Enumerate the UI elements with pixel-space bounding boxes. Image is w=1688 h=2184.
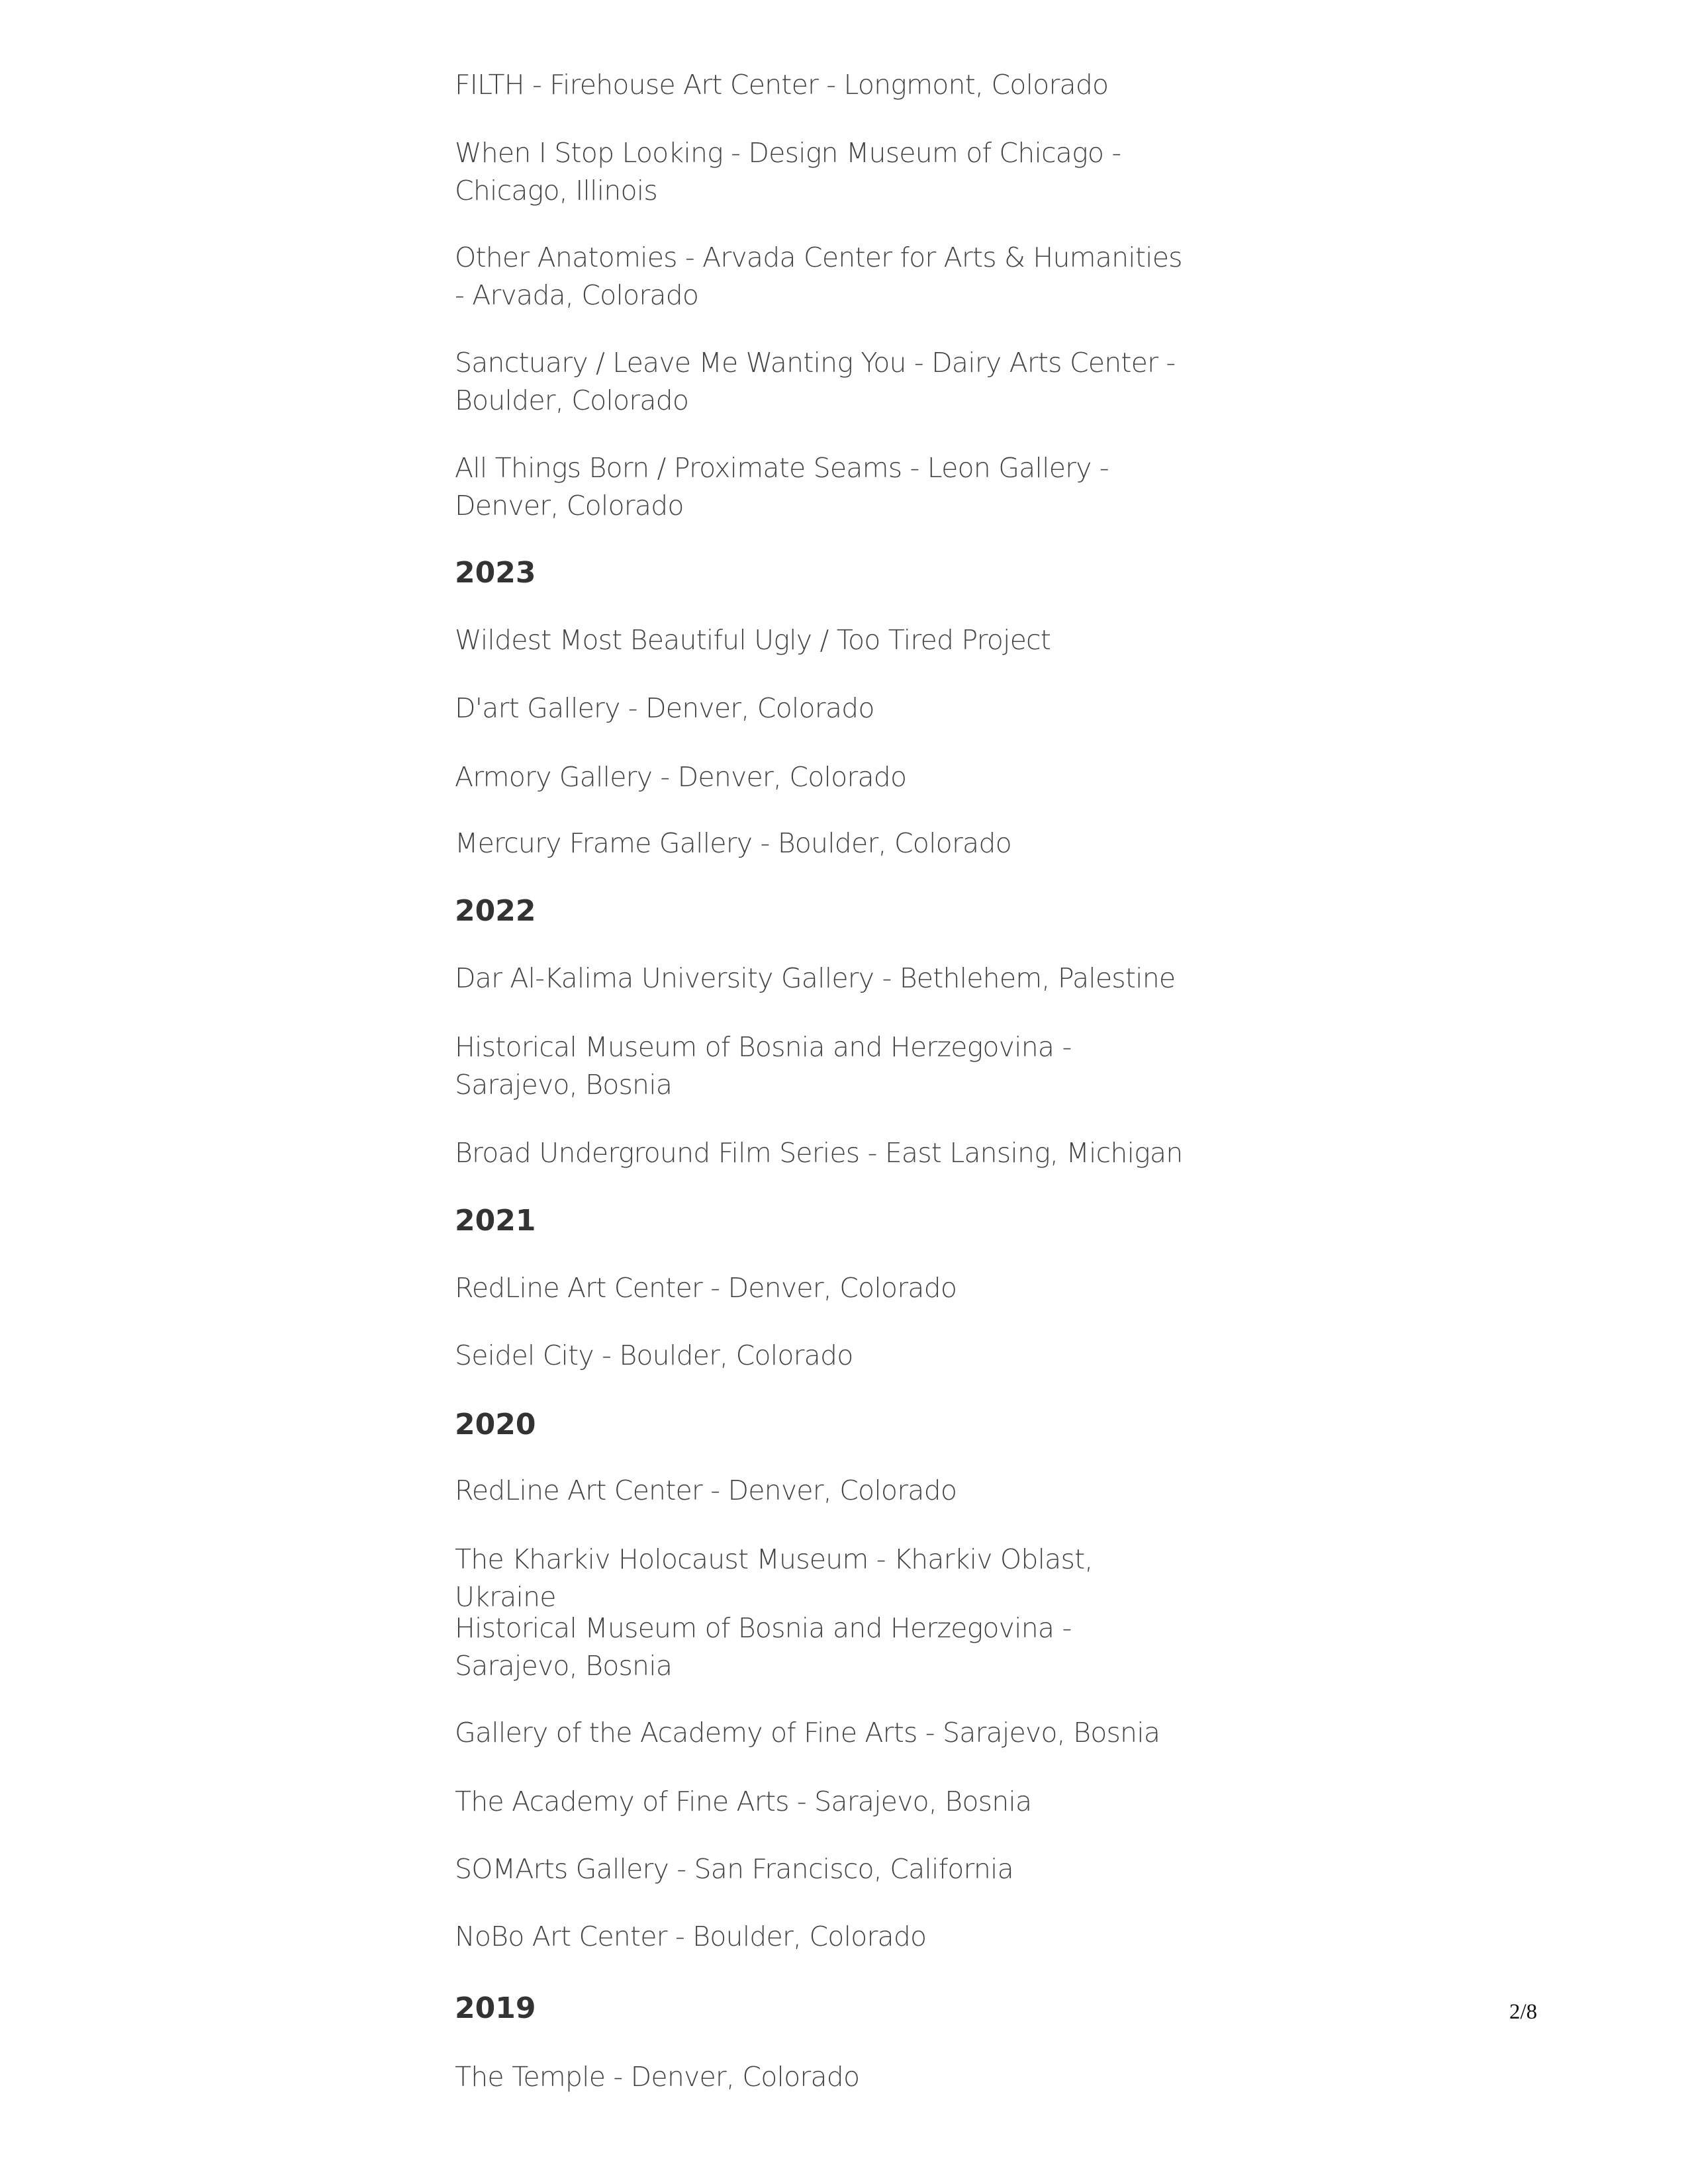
exhibition-entry: RedLine Art Center - Denver, Colorado (455, 1475, 957, 1506)
exhibition-entry: The Temple - Denver, Colorado (455, 2061, 860, 2093)
exhibition-entry: The Kharkiv Holocaust Museum - Kharkiv Oblast, Ukraine (455, 1543, 1093, 1613)
exhibition-entry: NoBo Art Center - Boulder, Colorado (455, 1921, 927, 1952)
exhibition-entry: Gallery of the Academy of Fine Arts - Sarajevo, Bosnia (455, 1717, 1160, 1749)
exhibition-entry: RedLine Art Center - Denver, Colorado (455, 1272, 957, 1304)
page-number: 2/8 (1509, 2000, 1538, 2024)
exhibition-entry: The Academy of Fine Arts - Sarajevo, Bosnia (455, 1786, 1032, 1817)
exhibition-entry: All Things Born / Proximate Seams - Leon Gallery - Denver, Colorado (455, 452, 1109, 522)
exhibition-entry: Sanctuary / Leave Me Wanting You - Dairy Arts Center - Boulder, Colorado (455, 347, 1176, 416)
exhibition-entry: When I Stop Looking - Design Museum of Chicago - Chicago, Illinois (455, 137, 1121, 206)
exhibition-entry: D'art Gallery - Denver, Colorado (455, 692, 874, 724)
exhibition-entry: Dar Al-Kalima University Gallery - Bethlehem, Palestine (455, 962, 1176, 994)
exhibition-entry: Wildest Most Beautiful Ugly / Too Tired Project (455, 624, 1051, 656)
exhibition-entry: Historical Museum of Bosnia and Herzegovina - Sarajevo, Bosnia (455, 1612, 1072, 1682)
year-heading: 2019 (455, 1991, 536, 2025)
exhibition-entry: Other Anatomies - Arvada Center for Arts & Humanities - Arvada, Colorado (455, 242, 1182, 311)
exhibition-entry: Armory Gallery - Denver, Colorado (455, 761, 907, 793)
year-heading: 2022 (455, 894, 536, 928)
year-heading: 2021 (455, 1204, 536, 1238)
exhibition-entry: Seidel City - Boulder, Colorado (455, 1340, 853, 1371)
exhibition-entry: Broad Underground Film Series - East Lansing, Michigan (455, 1137, 1183, 1169)
year-heading: 2020 (455, 1408, 536, 1441)
exhibition-entry: FILTH - Firehouse Art Center - Longmont, Colorado (455, 69, 1109, 101)
exhibition-entry: Mercury Frame Gallery - Boulder, Colorado (455, 827, 1011, 859)
exhibition-entry: Historical Museum of Bosnia and Herzegovina - Sarajevo, Bosnia (455, 1031, 1072, 1101)
year-heading: 2023 (455, 556, 536, 590)
exhibition-entry: SOMArts Gallery - San Francisco, California (455, 1853, 1013, 1885)
